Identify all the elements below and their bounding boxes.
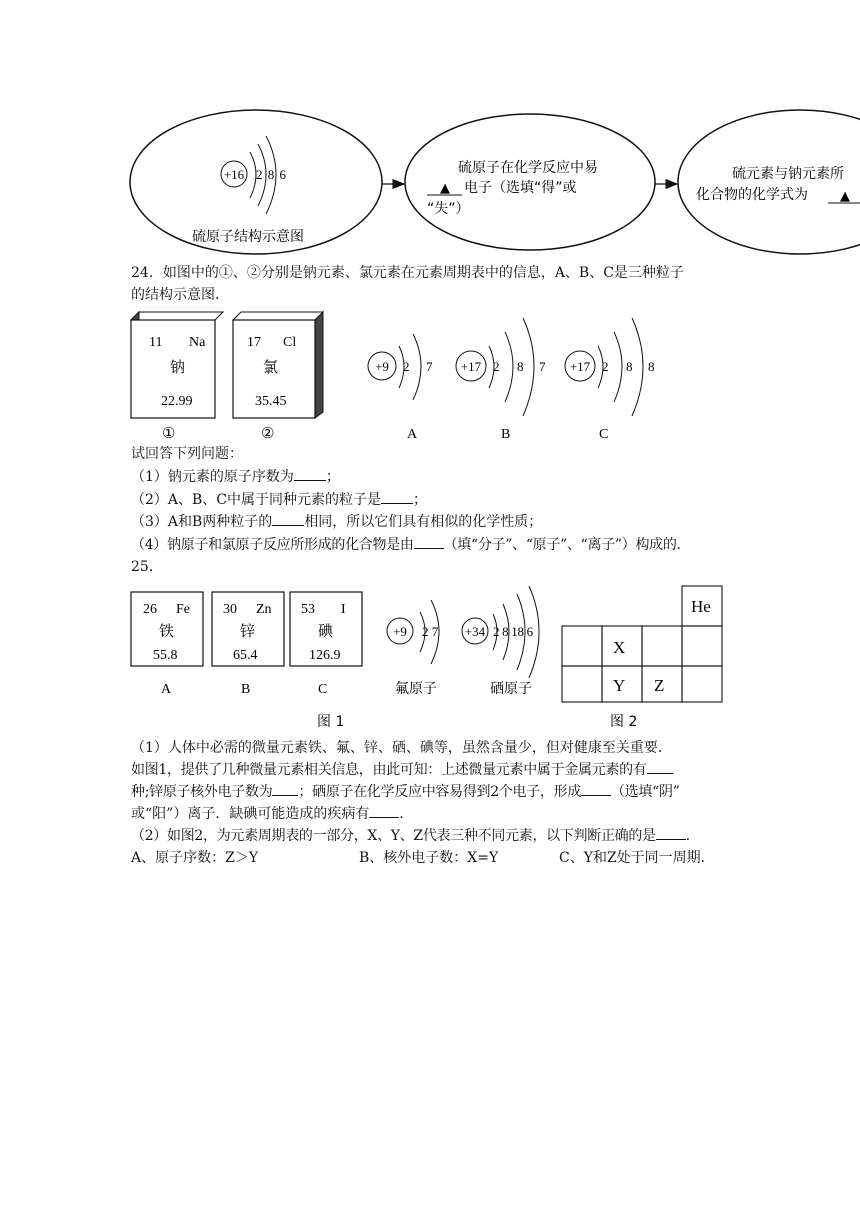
option-a: A、原子序数：Z＞Y <box>131 850 259 866</box>
particle-b-shell-3 <box>523 318 534 416</box>
particle-b-charge: +17 <box>460 359 482 374</box>
iron-symbol: Fe <box>176 602 190 617</box>
q25-p2-line1 <box>131 826 699 846</box>
q24-item-3 <box>131 512 542 532</box>
zinc-electrons-blank[interactable] <box>272 795 298 796</box>
ion-type-blank[interactable] <box>581 795 611 796</box>
y-cell: Y <box>613 676 626 695</box>
option-b: B、核外电子数：X=Y <box>359 850 499 866</box>
chlorine-card-label: ② <box>261 426 275 442</box>
q25-p1-line4 <box>131 804 413 824</box>
q24-item-2-text: （2）A、B、C中属于同种元素的粒子是 <box>131 492 382 508</box>
zinc-mass: 65.4 <box>233 648 258 663</box>
q24-item-2-blank[interactable] <box>381 503 413 504</box>
chlorine-symbol: Cl <box>283 335 297 350</box>
q25-p1-line4-a: 或“阳”）离子．缺碘可能造成的疾病有 <box>131 806 370 822</box>
iron-mass: 55.8 <box>153 648 178 663</box>
q24-prompt: 试回答下列问题： <box>131 446 243 462</box>
particle-b-label: B <box>501 427 511 442</box>
zinc-number: 30 <box>223 602 237 617</box>
selenium-label: 硒原子 <box>490 681 532 697</box>
q25-p1-line3-c: （选填“阴” <box>611 784 680 800</box>
q24-intro-line1: 24．如图中的①、②分别是钠元素、氯元素在元素周期表中的信息，A、B、C是三种粒子 <box>131 265 684 281</box>
sodium-name: 钠 <box>170 358 186 376</box>
gain-lose-triangle: ▲ <box>440 181 450 196</box>
q24-item-3-after: 相同，所以它们具有相似的化学性质； <box>304 514 543 530</box>
particle-b-shell3-e: 7 <box>539 359 546 374</box>
q25-p1-line4-b: ． <box>399 806 414 822</box>
sodium-card-label: ① <box>162 426 176 442</box>
zinc-name: 锌 <box>240 622 256 640</box>
iron-number: 26 <box>143 602 157 617</box>
iodine-disease-blank[interactable] <box>369 817 399 818</box>
q24-item-4-blank[interactable] <box>414 548 444 549</box>
compound-line2: 化合物的化学式为 <box>696 187 808 203</box>
q24-figure <box>125 308 685 446</box>
sulfur-nucleus-charge: +16 <box>223 167 245 182</box>
particle-b-shell2-e: 8 <box>517 359 524 374</box>
q24-item-1-blank[interactable] <box>294 480 326 481</box>
iodine-symbol: I <box>341 602 346 617</box>
q24-item-3-blank[interactable] <box>272 525 304 526</box>
chlorine-number: 17 <box>247 335 261 350</box>
q24-intro-line2: 的结构示意图． <box>131 287 229 303</box>
he-cell: He <box>691 597 711 616</box>
particle-c-shell-3 <box>632 318 643 416</box>
q25-p2-text: （2）如图2，为元素周期表的一部分，X、Y、Z代表三种不同元素，以下判断正确的是 <box>131 828 656 844</box>
iron-card-label: A <box>161 682 172 697</box>
fluorine-label: 氟原子 <box>395 681 437 697</box>
x-cell: X <box>613 638 626 657</box>
judgment-blank[interactable] <box>656 839 686 840</box>
compound-line1: 硫元素与钠元素所 <box>732 166 844 182</box>
q25-p1-line3-b: ；硒原子在化学反应中容易得到2个电子，形成 <box>298 784 582 800</box>
iodine-card-label: C <box>318 682 328 697</box>
zinc-card-label: B <box>241 682 251 697</box>
particle-c-label: C <box>599 427 609 442</box>
q25-p1-line3-a: 种;锌原子核外电子数为 <box>131 784 273 800</box>
particle-a-shell1-e: 2 <box>403 359 410 374</box>
particle-c-shell1-e: 2 <box>602 359 609 374</box>
fig2-caption: 图 2 <box>610 714 638 730</box>
q25-p2-after: ． <box>685 828 700 844</box>
gain-lose-line1: 硫原子在化学反应中易 <box>458 160 598 176</box>
fluorine-charge: +9 <box>393 624 407 639</box>
q25-p1-line2-text: 如图1，提供了几种微量元素相关信息，由此可知：上述微量元素中属于金属元素的有 <box>131 762 647 778</box>
iodine-name: 碘 <box>318 622 334 640</box>
q24-item-2-after: ； <box>413 492 428 508</box>
selenium-charge: +34 <box>464 624 486 639</box>
fig1-caption: 图 1 <box>317 714 345 730</box>
q24-item-4-after: （填“分子”、“原子”、“离子”）构成的． <box>443 537 691 553</box>
particle-a-shell2-e: 7 <box>426 359 433 374</box>
q24-item-1 <box>131 467 340 487</box>
particle-a-charge: +9 <box>375 359 389 374</box>
gain-lose-line2: 电子（选填“得”或 <box>464 180 577 196</box>
q25-number: 25． <box>131 559 163 575</box>
fluorine-shells: 2 7 <box>422 624 439 639</box>
particle-a-label: A <box>407 427 418 442</box>
particle-c-shell3-e: 8 <box>648 359 655 374</box>
iodine-mass: 126.9 <box>309 648 341 663</box>
option-c: C、Y和Z处于同一周期． <box>559 850 715 866</box>
q24-item-4 <box>131 535 690 555</box>
q25-figure <box>125 580 730 738</box>
q24-item-1-text: （1）钠元素的原子序数为 <box>131 469 294 485</box>
sulfur-structure-caption: 硫原子结构示意图 <box>192 229 304 245</box>
q24-item-1-after: ； <box>325 469 340 485</box>
q24-item-3-text: （3）A和B两种粒子的 <box>131 514 273 530</box>
compound-triangle: ▲ <box>840 189 850 204</box>
q25-p1-line3 <box>131 782 680 802</box>
sulfur-shell-electrons: 2 8 6 <box>256 167 287 182</box>
q25-p1-line1: （1）人体中必需的微量元素铁、氟、锌、硒、碘等，虽然含量少，但对健康至关重要． <box>131 740 672 756</box>
sulfur-flow-diagram <box>0 100 860 260</box>
q24-item-4-text: （4）钠原子和氯原子反应所形成的化合物是由 <box>131 537 414 553</box>
sodium-symbol: Na <box>189 335 206 350</box>
chlorine-mass: 35.45 <box>255 394 287 409</box>
z-cell: Z <box>654 676 665 695</box>
iodine-number: 53 <box>301 602 315 617</box>
compound-formula-oval <box>678 110 860 254</box>
selenium-shells: 2 8 18 6 <box>493 624 533 639</box>
particle-a-shell-2 <box>413 334 421 400</box>
gain-lose-line3-text: “失”） <box>427 201 470 217</box>
particle-c-shell2-e: 8 <box>626 359 633 374</box>
q24-item-2 <box>131 490 427 510</box>
q25-p1-line2 <box>131 760 673 780</box>
particle-c-shell-2 <box>614 332 622 402</box>
particle-c-charge: +17 <box>569 359 591 374</box>
sodium-mass: 22.99 <box>161 394 193 409</box>
particle-b-shell1-e: 2 <box>493 359 500 374</box>
iron-name: 铁 <box>159 622 175 640</box>
sodium-number: 11 <box>149 335 163 350</box>
particle-b-shell-2 <box>505 332 513 402</box>
zinc-symbol: Zn <box>256 602 272 617</box>
chlorine-name: 氯 <box>263 358 279 376</box>
metal-count-blank[interactable] <box>647 773 673 774</box>
